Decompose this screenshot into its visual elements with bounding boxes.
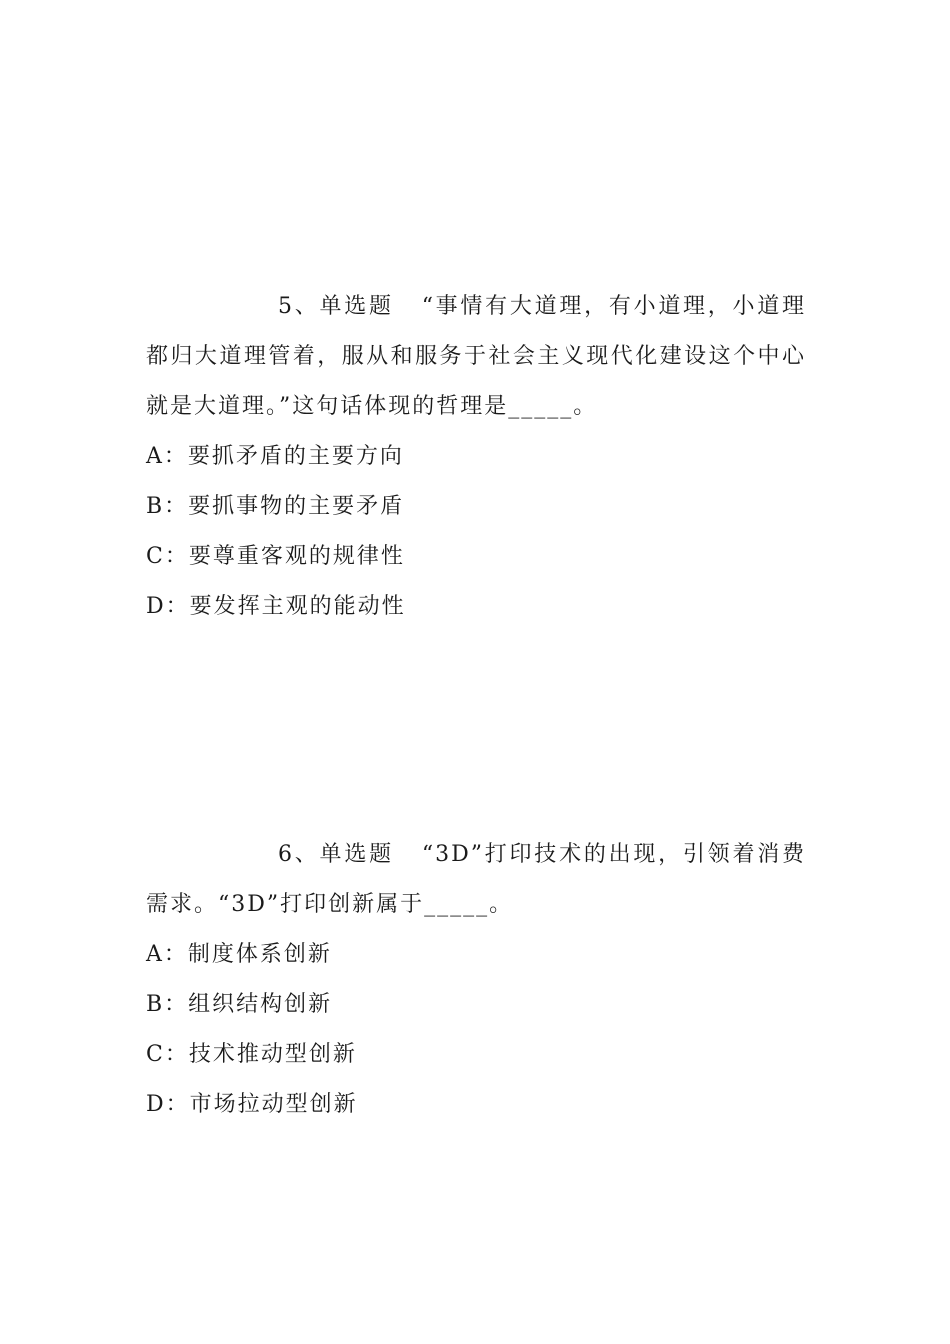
question-stem	[146, 830, 806, 930]
option-letter: C：	[146, 1042, 189, 1067]
question-stem	[146, 282, 806, 432]
option-text: 要发挥主观的能动性	[189, 594, 406, 619]
question-type: 单选题	[319, 842, 394, 867]
question-5	[146, 282, 806, 632]
option-text: 技术推动型创新	[188, 1042, 357, 1067]
option-text: 要抓事物的主要矛盾	[188, 494, 405, 519]
option-b	[146, 482, 806, 532]
option-a	[146, 432, 806, 482]
option-d	[146, 1080, 806, 1130]
option-letter: C：	[146, 544, 189, 569]
option-d	[146, 582, 806, 632]
option-a	[146, 930, 806, 980]
option-letter: B：	[146, 992, 189, 1017]
question-number: 5、	[278, 294, 320, 319]
option-text: 市场拉动型创新	[189, 1092, 358, 1117]
question-6	[146, 830, 806, 1130]
option-letter: A：	[146, 942, 188, 967]
option-text: 制度体系创新	[187, 942, 332, 967]
option-text: 要抓矛盾的主要方向	[187, 444, 404, 469]
question-text: “事情有大道理，有小道理，小道理都归大道理管着，服从和服务于社会主义现代化建设这个中心就是大道理。”这句话体现的哲理是_____。	[146, 294, 807, 419]
option-letter: B：	[146, 494, 189, 519]
option-c	[146, 532, 806, 582]
option-b	[146, 980, 806, 1030]
option-letter: A：	[146, 444, 188, 469]
question-text: “3D”打印技术的出现，引领着消费需求。“3D”打印创新属于_____。	[146, 842, 806, 917]
question-type: 单选题	[319, 294, 394, 319]
question-number: 6、	[278, 842, 320, 867]
option-text: 组织结构创新	[188, 992, 333, 1017]
option-text: 要尊重客观的规律性	[188, 544, 405, 569]
option-c	[146, 1030, 806, 1080]
option-letter: D：	[146, 594, 190, 619]
option-letter: D：	[146, 1092, 190, 1117]
